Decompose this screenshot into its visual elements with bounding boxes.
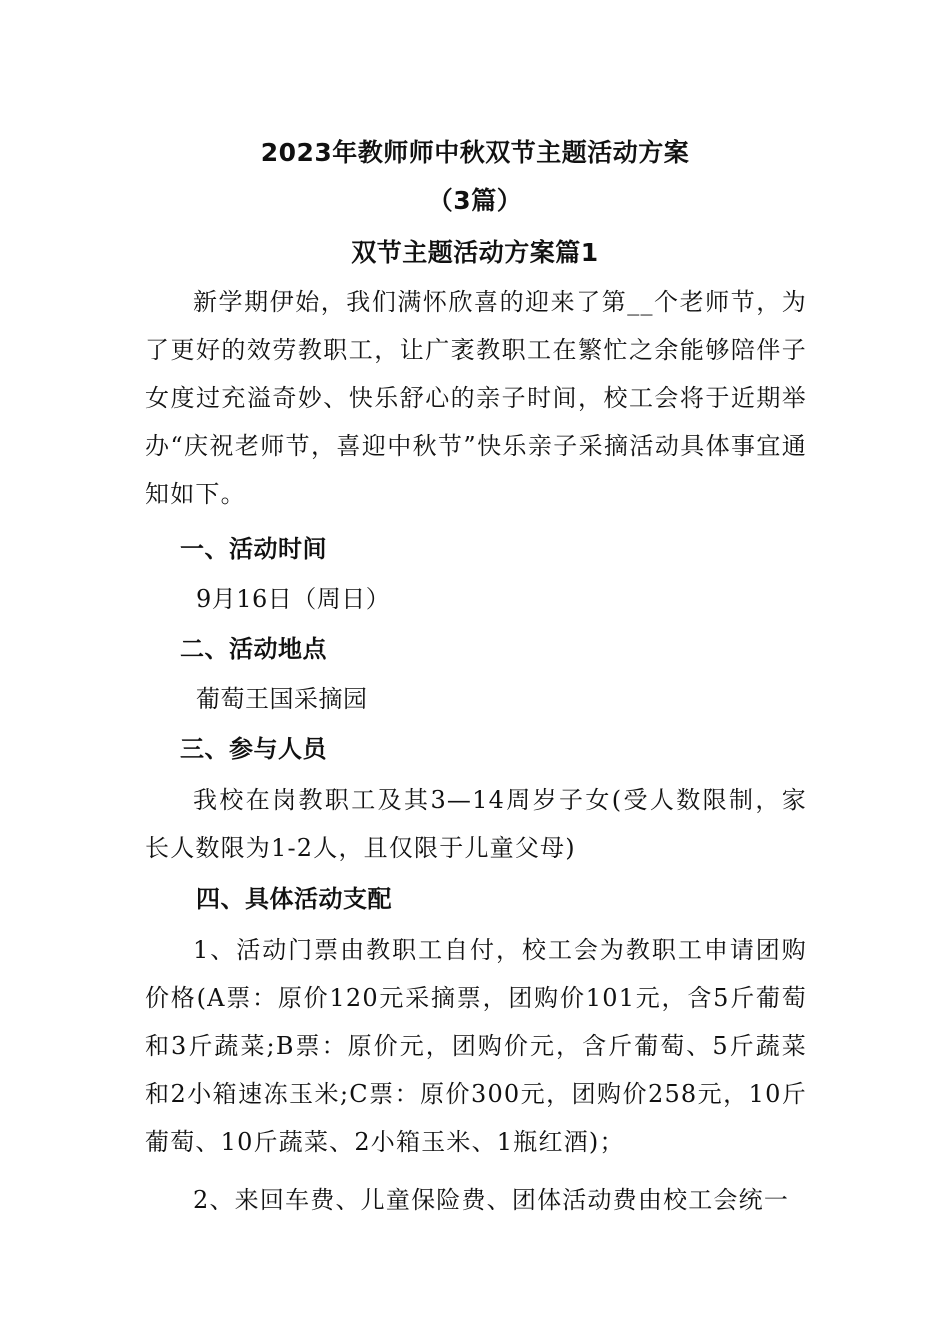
heading-activity-arrangement: 四、具体活动支配 — [196, 885, 392, 913]
arrangement-item-1: 1、活动门票由教职工自付，校工会为教职工申请团购价格(A票：原价120元采摘票，团购价101元，含5斤葡萄和3斤蔬菜;B票：原价元，团购价元，含斤葡萄、5斤蔬菜和2小箱速冻玉米;C票：原价300元，团购价258元，10斤葡萄、10斤蔬菜、2小箱玉米、1瓶红酒)； — [145, 936, 807, 1156]
heading-participants: 三、参与人员 — [180, 735, 327, 763]
heading-activity-time: 一、活动时间 — [180, 535, 327, 563]
section-title: 双节主题活动方案篇1 — [351, 238, 599, 267]
intro-paragraph: 新学期伊始，我们满怀欣喜的迎来了第__个老师节，为了更好的效劳教职工，让广袤教职工在繁忙之余能够陪伴子女度过充溢奇妙、快乐舒心的亲子时间，校工会将于近期举办“庆祝老师节，喜迎中秋节”快乐亲子采摘活动具体事宜通知如下。 — [145, 288, 807, 508]
heading-activity-location: 二、活动地点 — [180, 635, 327, 663]
document-title: 2023年教师师中秋双节主题活动方案 — [260, 138, 690, 167]
activity-location-text: 葡萄王国采摘园 — [196, 685, 368, 713]
activity-time-text: 9月16日（周日） — [196, 585, 391, 613]
participants-paragraph: 我校在岗教职工及其3—14周岁子女(受人数限制，家长人数限为1-2人，且仅限于儿童父母) — [145, 786, 807, 862]
arrangement-item-2: 2、来回车费、儿童保险费、团体活动费由校工会统一 — [193, 1186, 790, 1214]
document-subtitle: （3篇） — [427, 186, 523, 215]
